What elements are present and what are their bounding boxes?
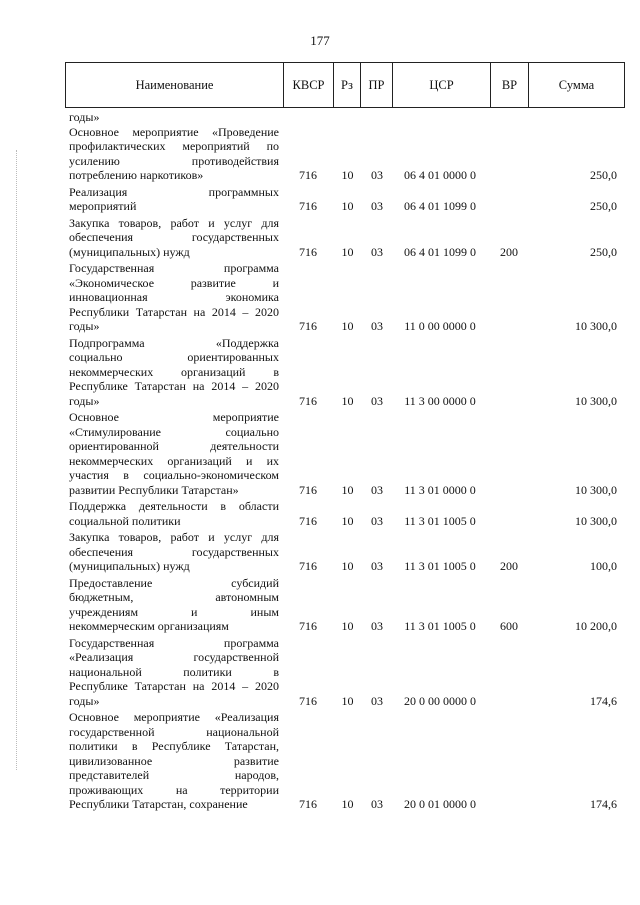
table-header (65, 62, 625, 108)
cell-kvsr: 716 (299, 319, 317, 333)
row-name (69, 125, 279, 183)
cell-sum: 250,0 (590, 244, 617, 259)
row-name-line: обеспечения государственных (69, 230, 279, 244)
cell-sum: 10 300,0 (575, 393, 617, 408)
cell-rz: 10 (341, 168, 354, 182)
cell-pr: 03 (371, 513, 383, 528)
scan-margin-marks (16, 150, 19, 770)
cell-pr: 03 (371, 482, 383, 497)
header-name: Наименование (66, 63, 284, 107)
row-name-line: учреждениям и иным (69, 604, 279, 619)
row-name-line: развитии Республики Татарстан» (69, 482, 239, 497)
cell-rz: 10 (341, 393, 354, 408)
row-name (69, 185, 279, 214)
cell-kvsr: 716 (299, 619, 317, 633)
cell-rz: 10 (341, 244, 354, 259)
row-name-line: Республике Татарстан на 2014 – 2020 (69, 379, 279, 393)
row-name (69, 576, 279, 634)
row-name-line: годы» (69, 693, 100, 708)
row-name-line: Республики Татарстан, сохранение (69, 797, 248, 811)
row-name (69, 710, 279, 812)
cell-csr: 06 4 01 1099 0 (404, 199, 476, 213)
row-name-line: мероприятий (69, 199, 137, 213)
row-name-line: национальной политики в (69, 664, 279, 679)
row-name-line: Государственная программа (69, 261, 279, 275)
row-name-line: годы» (69, 319, 100, 333)
row-name-line: социальной политики (69, 513, 181, 528)
cell-rz: 10 (341, 619, 354, 633)
table-row (0, 636, 640, 709)
row-name (69, 336, 279, 409)
cell-pr: 03 (371, 619, 383, 633)
table-row (0, 410, 640, 497)
table-row (0, 110, 640, 125)
row-name-line: «Реализация государственной (69, 650, 279, 664)
cell-sum: 100,0 (590, 559, 617, 573)
cell-csr: 20 0 00 0000 0 (404, 693, 476, 708)
row-name-line: (муниципальных) нужд (69, 244, 190, 259)
table-row (0, 576, 640, 634)
cell-pr: 03 (371, 393, 383, 408)
cell-rz: 10 (341, 199, 354, 213)
row-name-line: проживающих на территории (69, 782, 279, 797)
cell-kvsr: 716 (299, 393, 317, 408)
row-name-line: бюджетным, автономным (69, 590, 279, 604)
row-name-line: усилению противодействия (69, 153, 279, 168)
table-row (0, 125, 640, 183)
cell-pr: 03 (371, 797, 383, 811)
table-row (0, 499, 640, 528)
row-name-line: некоммерческим организациям (69, 619, 229, 633)
row-name-line: представителей народов, (69, 768, 279, 782)
header-csr: ЦСР (393, 63, 491, 107)
row-name-line: Республике Татарстан на 2014 – 2020 (69, 679, 279, 693)
header-vr: ВР (491, 63, 529, 107)
page-number: 177 (310, 33, 330, 48)
row-name-line: потреблению наркотиков» (69, 168, 204, 182)
row-name (69, 499, 279, 528)
table-row (0, 530, 640, 574)
row-name-line: Предоставление субсидий (69, 575, 279, 590)
cell-sum: 10 200,0 (575, 619, 617, 633)
cell-pr: 03 (371, 319, 383, 333)
cell-csr: 11 0 00 0000 0 (404, 319, 476, 333)
row-name-line: «Экономическое развитие и (69, 275, 279, 290)
row-name-line: годы» (69, 393, 100, 408)
table-row (0, 261, 640, 334)
row-name-line: цивилизованное развитие (69, 753, 279, 768)
cell-pr: 03 (371, 168, 383, 182)
row-name-line: Основное мероприятие (69, 410, 279, 424)
row-name (69, 410, 279, 497)
cell-rz: 10 (341, 693, 354, 708)
cell-rz: 10 (341, 482, 354, 497)
cell-vr: 600 (500, 619, 518, 633)
row-name-line: Закупка товаров, работ и услуг для (69, 215, 279, 230)
cell-csr: 06 4 01 0000 0 (404, 168, 476, 182)
cell-kvsr: 716 (299, 693, 317, 708)
cell-sum: 174,6 (590, 797, 617, 811)
row-name-line: Основное мероприятие «Реализация (69, 710, 279, 724)
row-name-line: инновационная экономика (69, 290, 279, 304)
cell-pr: 03 (371, 244, 383, 259)
cell-pr: 03 (371, 693, 383, 708)
cell-rz: 10 (341, 319, 354, 333)
row-name-line: социально ориентированных (69, 350, 279, 364)
row-name-line: Закупка товаров, работ и услуг для (69, 530, 279, 544)
cell-sum: 10 300,0 (575, 319, 617, 333)
row-name-line: профилактических мероприятий по (69, 139, 279, 153)
row-name-line: государственной национальной (69, 724, 279, 739)
header-pr: ПР (361, 63, 393, 107)
row-name-line: Основное мероприятие «Проведение (69, 124, 279, 139)
row-name-line: некоммерческих организаций в (69, 364, 279, 379)
header-rz: Рз (334, 63, 361, 107)
cell-csr: 11 3 01 0000 0 (404, 482, 476, 497)
row-name-line: обеспечения государственных (69, 544, 279, 559)
cell-csr: 11 3 01 1005 0 (404, 513, 476, 528)
row-name-line: политики в Республике Татарстан, (69, 739, 279, 753)
cell-csr: 11 3 00 0000 0 (404, 393, 476, 408)
row-name-line: годы» (69, 110, 100, 124)
cell-kvsr: 716 (299, 482, 317, 497)
row-name (69, 530, 279, 574)
cell-kvsr: 716 (299, 199, 317, 213)
cell-kvsr: 716 (299, 797, 317, 811)
row-name-line: «Стимулирование социально (69, 424, 279, 439)
table-row (0, 216, 640, 260)
table-row (0, 710, 640, 812)
cell-kvsr: 716 (299, 244, 317, 259)
cell-vr: 200 (500, 559, 518, 573)
row-name-line: Реализация программных (69, 184, 279, 199)
row-name-line: Поддержка деятельности в области (69, 499, 279, 513)
header-sum: Сумма (558, 78, 595, 92)
table-body (0, 110, 640, 812)
cell-sum: 10 300,0 (575, 482, 617, 497)
cell-csr: 20 0 01 0000 0 (404, 797, 476, 811)
cell-sum: 174,6 (590, 693, 617, 708)
row-name-line: ориентированной деятельности (69, 439, 279, 453)
row-name-line: (муниципальных) нужд (69, 559, 190, 573)
cell-kvsr: 716 (299, 168, 317, 182)
cell-rz: 10 (341, 797, 354, 811)
cell-sum: 250,0 (590, 199, 617, 213)
row-name-line: участия в социально-экономическом (69, 468, 279, 482)
row-name (69, 636, 279, 709)
row-name-line: Государственная программа (69, 635, 279, 650)
cell-sum: 250,0 (590, 168, 617, 182)
cell-sum: 10 300,0 (575, 513, 617, 528)
cell-pr: 03 (371, 559, 383, 573)
cell-kvsr: 716 (299, 513, 317, 528)
table-row (0, 336, 640, 409)
row-name (69, 216, 279, 260)
cell-vr: 200 (500, 244, 518, 259)
row-name-line: Республики Татарстан на 2014 – 2020 (69, 304, 279, 319)
header-kvsr: КВСР (284, 63, 334, 107)
row-name (69, 110, 279, 125)
cell-csr: 11 3 01 1005 0 (404, 559, 476, 573)
cell-csr: 06 4 01 1099 0 (404, 244, 476, 259)
cell-rz: 10 (341, 513, 354, 528)
cell-rz: 10 (341, 559, 354, 573)
table-row (0, 185, 640, 214)
row-name-line: Подпрограмма «Поддержка (69, 335, 279, 350)
cell-kvsr: 716 (299, 559, 317, 573)
cell-csr: 11 3 01 1005 0 (404, 619, 476, 633)
cell-pr: 03 (371, 199, 383, 213)
row-name-line: некоммерческих организаций и их (69, 453, 279, 468)
row-name (69, 261, 279, 334)
